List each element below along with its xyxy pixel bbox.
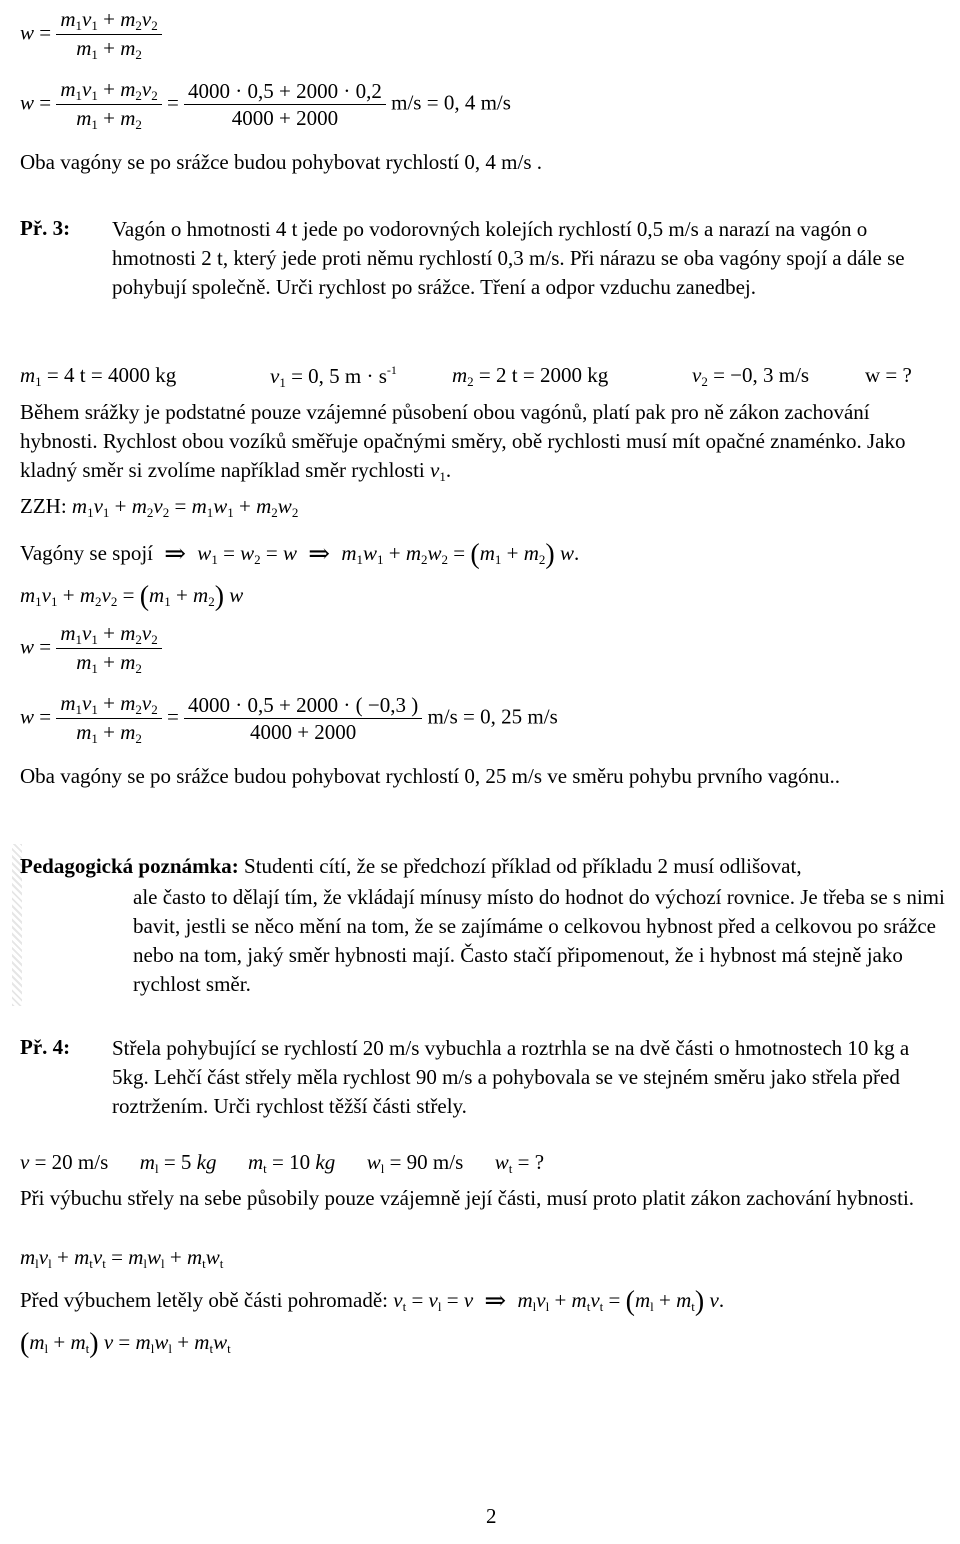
conclusion-1: Oba vagóny se po srážce budou pohybovat rychlostí 0, 4 m/s . (20, 150, 542, 174)
implies-arrow-icon: ⇒ (164, 539, 187, 568)
numerator: 4000 · 0,5 + 2000 · 0,2 (184, 78, 386, 105)
given-v1: = 0, 5 m · s (291, 364, 387, 388)
note-label: Pedagogická poznámka: (20, 854, 239, 878)
implies-arrow-icon: ⇒ (308, 539, 331, 568)
denominator: 4000 + 2000 (249, 720, 357, 745)
task4-explain: Při výbuchu střely na sebe působily pouze vzájemně její části, musí proto platit zákon zachování hybnosti. (20, 1186, 915, 1210)
given-v2: = −0, 3 m/s (713, 363, 810, 387)
given-m1: = 4 t = 4000 kg (46, 363, 177, 387)
conclusion-2: Oba vagóny se po srážce budou pohybovat rychlostí 0, 25 m/s ve směru pohybu prvního vagónu.. (20, 764, 841, 788)
zzh-equation: ZZH: $m_1v_1 + m_2v_2 = m_1w_1 + m_2w_2$ (20, 494, 299, 520)
spoji-equation: Vagóny se spojí ⇒ $w_1 = w_2 = w$ ⇒ $m_1w_1 + m_2w_2 = (m_1 + m_2)$ w. (20, 539, 580, 570)
result: m/s = 0, 25 m/s (427, 704, 558, 729)
zzh-label: ZZH: (20, 494, 67, 518)
result: m/s = 0, 4 m/s (391, 90, 511, 115)
denominator: 4000 + 2000 (231, 106, 339, 131)
task4-text: Střela pohybující se rychlostí 20 m/s vybuchla a roztrhla se na dvě části o hmotnostech 10 kg a 5kg. Lehčí část střely měla rychlost 90 m/s a pohybovala se ve stejném směru jako střela před roztržením. Urči rychlost těžší části střely. (112, 1036, 910, 1118)
note-line1: Studenti cítí, že se předchozí příklad od příkladu 2 musí odlišovat, (244, 854, 802, 878)
task4-final: $(m_l + m_t) v = m_lw_l + m_tw_t$ (20, 1328, 231, 1359)
note-text: ale často to dělají tím, že vkládají mínusy místo do hodnot do výchozí rovnice. Je třeba se s nimi bavit, jestli se něco mění na tom, že se zajímáme o celkovou hybnost před a celkovou po srážce nebo na tom, jaký směr hybnosti mají. Často stačí připomenout, že i hybnost má stejně jako rychlost směr. (133, 885, 945, 996)
task3-label: Př. 3: (20, 216, 71, 240)
equation-w-numeric-2: w = $\frac{m_1v_1 + m_2v_2}{m_1 + m_2}$ = $\frac{4000 \cdot 0,5 + 2000 \cdot ( -0,3 )}{4000 + 2000}$ m/s = 0, 25 m/s (20, 691, 558, 747)
before-label: Před výbuchem letěly obě části pohromadě: (20, 1288, 388, 1312)
equation-w-numeric: w = $\frac{m_1v_1 + m_2v_2}{m_1 + m_2}$ = $\frac{4000 \cdot 0,5 + 2000 \cdot 0,2}{4000 + 2000}$ m/s = 0, 4 m/s (20, 77, 511, 133)
numerator: 4000 · 0,5 + 2000 · ( −0,3 ) (184, 692, 422, 719)
given-m2: = 2 t = 2000 kg (478, 363, 609, 387)
task4-before: Před výbuchem letěly obě části pohromadě: $v_t = v_l = v$ ⇒ $m_lv_l + m_tv_t = (m_l + m_t)$ v. (20, 1286, 725, 1317)
implies-arrow-icon: ⇒ (484, 1286, 507, 1315)
equation-w-general: w = $\frac{m_1v_1 + m_2v_2}{m_1 + m_2}$ (20, 6, 162, 64)
given-w: w = ? (865, 363, 912, 387)
spoji-label: Vagóny se spojí (20, 541, 153, 565)
task3-explain: Během srážky je podstatné pouze vzájemné působení obou vagónů, platí pak pro ně zákon zachování hybnosti. Rychlost obou vozíků směřuje opačnými směry, obě rychlosti musí mít opačné znaménko. Jako kladný směr si zvolíme například směr rychlosti $v_1$. (20, 400, 906, 484)
task4-given: v = 20 m/s $m_l = 5$ kg $m_t = 10$ kg $w_l = 90$ m/s $w_t$ = ? (20, 1150, 545, 1176)
page-number: 2 (486, 1504, 497, 1528)
equation-w-general-2: w = $\frac{m_1v_1 + m_2v_2}{m_1 + m_2}$ (20, 620, 162, 678)
task4-zzh: $m_lv_l + m_tv_t = m_lw_l + m_tw_t$ (20, 1245, 224, 1271)
given-v1-exp: -1 (386, 363, 397, 377)
note-first-line (20, 854, 802, 879)
task3-text: Vagón o hmotnosti 4 t jede po vodorovných kolejích rychlostí 0,5 m/s a narazí na vagón o hmotnosti 2 t, který jede proti němu rychlostí 0,3 m/s. Při nárazu se oba vagóny spojí a dále se pohybují společně. Urči rychlost po srážce. Tření a odpor vzduchu zanedbej. (112, 217, 905, 299)
momentum-equation: $m_1v_1 + m_2v_2 = (m_1 + m_2)$ w (20, 581, 244, 612)
task4-label: Př. 4: (20, 1035, 71, 1059)
